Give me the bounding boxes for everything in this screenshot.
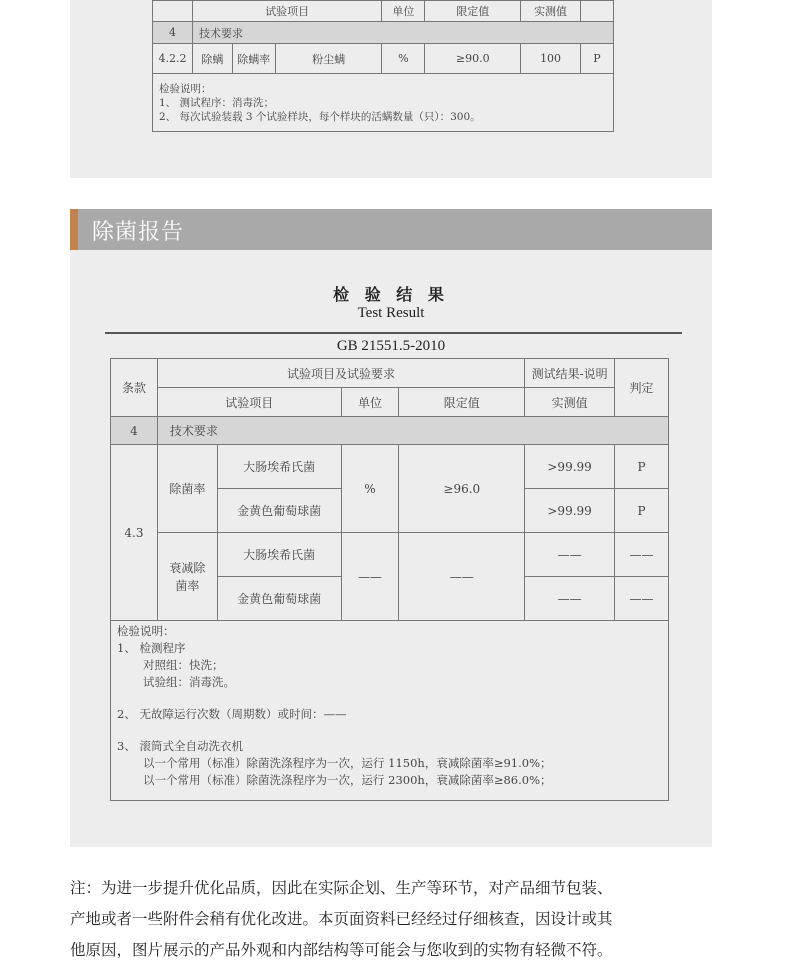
note-line: 以一个常用（标准）除菌洗涤程序为一次，运行 1150h，衰减除菌率≥91.0%； bbox=[143, 756, 552, 770]
header-result-group: 测试结果-说明 bbox=[525, 359, 615, 388]
test-result-table bbox=[110, 358, 669, 801]
header-measured: 实测值 bbox=[521, 1, 581, 22]
limit-cell: —— bbox=[399, 533, 525, 621]
table-header-row bbox=[153, 1, 614, 22]
header-measured: 实测值 bbox=[525, 388, 615, 417]
title-divider bbox=[105, 332, 682, 334]
header-item: 试验项目 bbox=[192, 1, 381, 22]
notes-heading: 检验说明： bbox=[117, 624, 175, 638]
measured-cell: —— bbox=[525, 577, 615, 621]
note-line: 2、 无故障运行次数（周期数）或时间：—— bbox=[117, 707, 347, 721]
table-header-row bbox=[111, 388, 669, 417]
category-cell: 除螨 bbox=[192, 44, 232, 74]
section-row bbox=[153, 22, 614, 44]
note-line: 对照组：快洗； bbox=[143, 658, 224, 672]
notes-row bbox=[111, 621, 669, 801]
item-cell: 大肠埃希氏菌 bbox=[217, 533, 341, 577]
notes-heading: 检验说明： bbox=[159, 83, 212, 95]
header-limit: 限定值 bbox=[425, 1, 521, 22]
verdict-cell: P bbox=[581, 44, 614, 74]
footnote-line: 他原因，图片展示的产品外观和内部结构等可能会与您收到的实物有轻微不符。 bbox=[70, 941, 613, 959]
header-clause: 条款 bbox=[111, 359, 158, 417]
unit-cell: —— bbox=[341, 533, 399, 621]
category-cell: 除菌率 bbox=[157, 445, 217, 533]
table-header-row bbox=[111, 359, 669, 388]
note-line: 试验组：消毒洗。 bbox=[143, 675, 235, 689]
item-cell: 金黄色葡萄球菌 bbox=[217, 489, 341, 533]
report-title-en: Test Result bbox=[357, 305, 425, 321]
bottom-report-card bbox=[70, 250, 712, 847]
header-item-group: 试验项目及试验要求 bbox=[157, 359, 524, 388]
measured-cell: 100 bbox=[521, 44, 581, 74]
header-limit: 限定值 bbox=[399, 388, 525, 417]
report-title-cn: 检 验 结 果 bbox=[333, 285, 449, 304]
subject-cell: 粉尘螨 bbox=[275, 44, 382, 74]
clause-cell: 4.3 bbox=[111, 445, 158, 621]
note-line: 3、 滚筒式全自动洗衣机 bbox=[117, 739, 243, 753]
section-label: 技术要求 bbox=[157, 417, 668, 445]
limit-cell: ≥96.0 bbox=[399, 445, 525, 533]
unit-cell: % bbox=[382, 44, 425, 74]
section-banner bbox=[70, 209, 712, 250]
table-row bbox=[111, 445, 669, 489]
limit-cell: ≥90.0 bbox=[425, 44, 521, 74]
note-line: 1、 检测程序 bbox=[117, 641, 186, 655]
banner-title: 除菌报告 bbox=[92, 220, 185, 245]
category-cell: 衰减除菌率 bbox=[157, 533, 217, 621]
banner-accent-bar bbox=[70, 209, 78, 250]
measured-cell: —— bbox=[525, 533, 615, 577]
footnote-line: 注：为进一步提升优化品质，因此在实际企划、生产等环节，对产品细节包装、 bbox=[70, 879, 613, 897]
disclaimer-footnote bbox=[70, 873, 720, 960]
header-item: 试验项目 bbox=[157, 388, 341, 417]
verdict-cell: P bbox=[615, 445, 669, 489]
note-line: 1、 测试程序：消毒洗； bbox=[159, 97, 275, 109]
table-row bbox=[111, 533, 669, 577]
item-cell: 大肠埃希氏菌 bbox=[217, 445, 341, 489]
section-code: 4 bbox=[153, 22, 193, 44]
metric-cell: 除螨率 bbox=[232, 44, 275, 74]
item-cell: 金黄色葡萄球菌 bbox=[217, 577, 341, 621]
verdict-cell: —— bbox=[615, 533, 669, 577]
table-row bbox=[153, 44, 614, 74]
notes-row bbox=[153, 74, 614, 132]
verdict-cell: P bbox=[615, 489, 669, 533]
blank-cell bbox=[153, 1, 193, 22]
notes-cell bbox=[111, 621, 669, 801]
verdict-cell: —— bbox=[615, 577, 669, 621]
header-verdict: 判定 bbox=[615, 359, 669, 417]
section-row bbox=[111, 417, 669, 445]
note-line: 以一个常用（标准）除菌洗涤程序为一次，运行 2300h，衰减除菌率≥86.0%； bbox=[143, 773, 552, 787]
blank-cell bbox=[581, 1, 614, 22]
section-label: 技术要求 bbox=[192, 22, 613, 44]
standard-number: GB 21551.5-2010 bbox=[336, 338, 446, 354]
unit-cell: % bbox=[341, 445, 399, 533]
note-line: 2、 每次试验装载 3 个试验样块，每个样块的活螨数量（只）：300。 bbox=[159, 111, 481, 123]
section-code: 4 bbox=[111, 417, 158, 445]
measured-cell: >99.99 bbox=[525, 489, 615, 533]
header-unit: 单位 bbox=[382, 1, 425, 22]
header-unit: 单位 bbox=[341, 388, 399, 417]
top-report-table bbox=[152, 0, 614, 132]
clause-cell: 4.2.2 bbox=[153, 44, 193, 74]
footnote-line: 产地或者一些附件会稍有优化改进。本页面资料已经经过仔细核查，因设计或其 bbox=[70, 910, 613, 928]
notes-cell bbox=[153, 74, 614, 132]
measured-cell: >99.99 bbox=[525, 445, 615, 489]
